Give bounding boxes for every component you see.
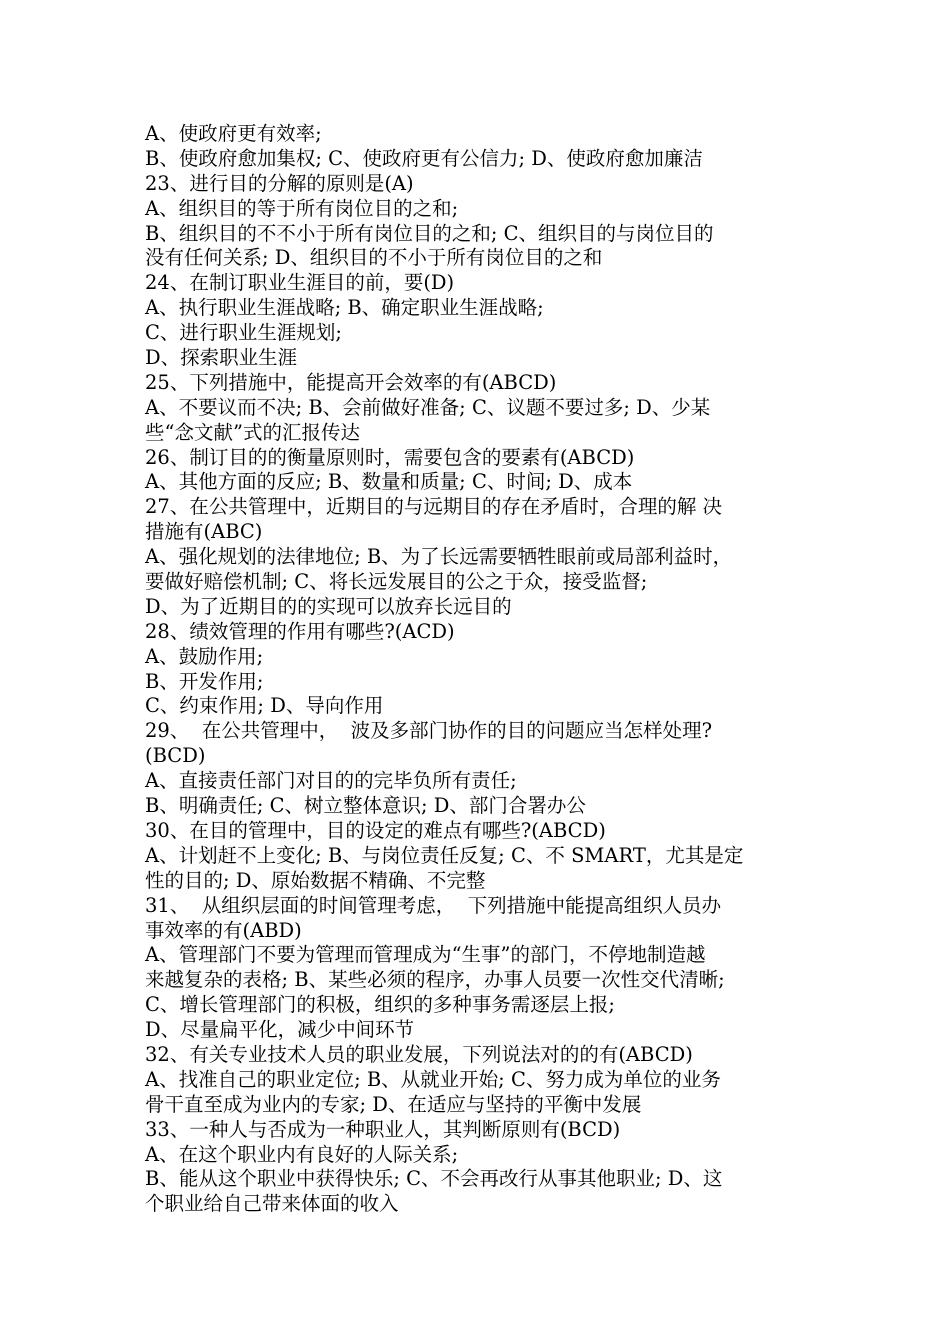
- text-line: A、组织目的等于所有岗位目的之和;: [145, 196, 459, 220]
- text-line: C、约束作用; D、导向作用: [145, 694, 384, 718]
- text-line: 没有任何关系; D、组织目的不小于所有岗位目的之和: [145, 246, 603, 270]
- text-line: 23、进行目的分解的原则是(A): [145, 171, 414, 195]
- text-line: 性的目的; D、原始数据不精确、不完整: [145, 868, 486, 892]
- text-line: C、进行职业生涯规划;: [145, 321, 342, 345]
- text-line: 来越复杂的表格; B、某些必须的程序，办事人员要一次性交代清晰;: [145, 968, 725, 992]
- text-line: 27、在公共管理中，近期目的与远期目的存在矛盾时，合理的解 决: [145, 495, 723, 519]
- text-line: 24、在制订职业生涯目的前，要(D): [145, 271, 455, 295]
- text-line: C、增长管理部门的积极，组织的多种事务需逐层上报;: [145, 993, 615, 1017]
- text-line: 31、 从组织层面的时间管理考虑， 下列措施中能提高组织人员办: [145, 893, 722, 917]
- text-line: 29、 在公共管理中， 波及多部门协作的目的问题应当怎样处理?: [145, 719, 713, 743]
- text-line: D、探索职业生涯: [145, 346, 298, 370]
- text-line: 个职业给自己带来体面的收入: [145, 1192, 399, 1216]
- text-line: D、尽量扁平化，减少中间环节: [145, 1018, 415, 1042]
- text-line: 32、有关专业技术人员的职业发展，下列说法对的的有(ABCD): [145, 1042, 693, 1066]
- text-line: A、在这个职业内有良好的人际关系;: [145, 1142, 459, 1166]
- text-line: 要做好赔偿机制; C、将长远发展目的公之于众，接受监督;: [145, 570, 648, 594]
- text-line: B、明确责任; C、树立整体意识; D、部门合署办公: [145, 794, 586, 818]
- text-line: 措施有(ABC): [145, 520, 263, 544]
- text-line: 30、在目的管理中，目的设定的难点有哪些?(ABCD): [145, 818, 606, 842]
- text-line: A、管理部门不要为管理而管理成为“生事”的部门，不停地制造越: [145, 943, 706, 967]
- text-line: 事效率的有(ABD): [145, 918, 302, 942]
- text-line: 33、一种人与否成为一种职业人，其判断原则有(BCD): [145, 1117, 621, 1141]
- text-line: 28、绩效管理的作用有哪些?(ACD): [145, 619, 455, 643]
- text-line: A、强化规划的法律地位; B、为了长远需要牺牲眼前或局部利益时，: [145, 545, 733, 569]
- text-line: A、其他方面的反应; B、数量和质量; C、时间; D、成本: [145, 470, 633, 494]
- text-line: 25、下列措施中，能提高开会效率的有(ABCD): [145, 370, 557, 394]
- text-line: B、能从这个职业中获得快乐; C、不会再改行从事其他职业; D、这: [145, 1167, 723, 1191]
- text-line: A、直接责任部门对目的的完毕负所有责任;: [145, 769, 517, 793]
- text-line: D、为了近期目的的实现可以放弃长远目的: [145, 594, 512, 618]
- text-line: 些“念文献”式的汇报传达: [145, 420, 360, 444]
- text-line: A、不要议而不决; B、会前做好准备; C、议题不要过多; D、少某: [145, 395, 711, 419]
- text-line: (BCD): [145, 744, 206, 768]
- text-line: 骨干直至成为业内的专家; D、在适应与坚持的平衡中发展: [145, 1092, 642, 1116]
- document-page: [145, 122, 825, 1217]
- text-line: 26、制订目的的衡量原则时，需要包含的要素有(ABCD): [145, 445, 635, 469]
- text-line: A、执行职业生涯战略; B、确定职业生涯战略;: [145, 296, 544, 320]
- text-line: A、使政府更有效率;: [145, 122, 322, 145]
- text-line: A、计划赶不上变化; B、与岗位责任反复; C、不 SMART，尤其是定: [145, 843, 744, 867]
- text-line: B、组织目的不不小于所有岗位目的之和; C、组织目的与岗位目的: [145, 221, 714, 245]
- text-line: B、开发作用;: [145, 669, 264, 693]
- text-line: A、找准自己的职业定位; B、从就业开始; C、努力成为单位的业务: [145, 1067, 721, 1091]
- text-line: A、鼓励作用;: [145, 644, 264, 668]
- text-line: B、使政府愈加集权; C、使政府更有公信力; D、使政府愈加廉洁: [145, 146, 703, 170]
